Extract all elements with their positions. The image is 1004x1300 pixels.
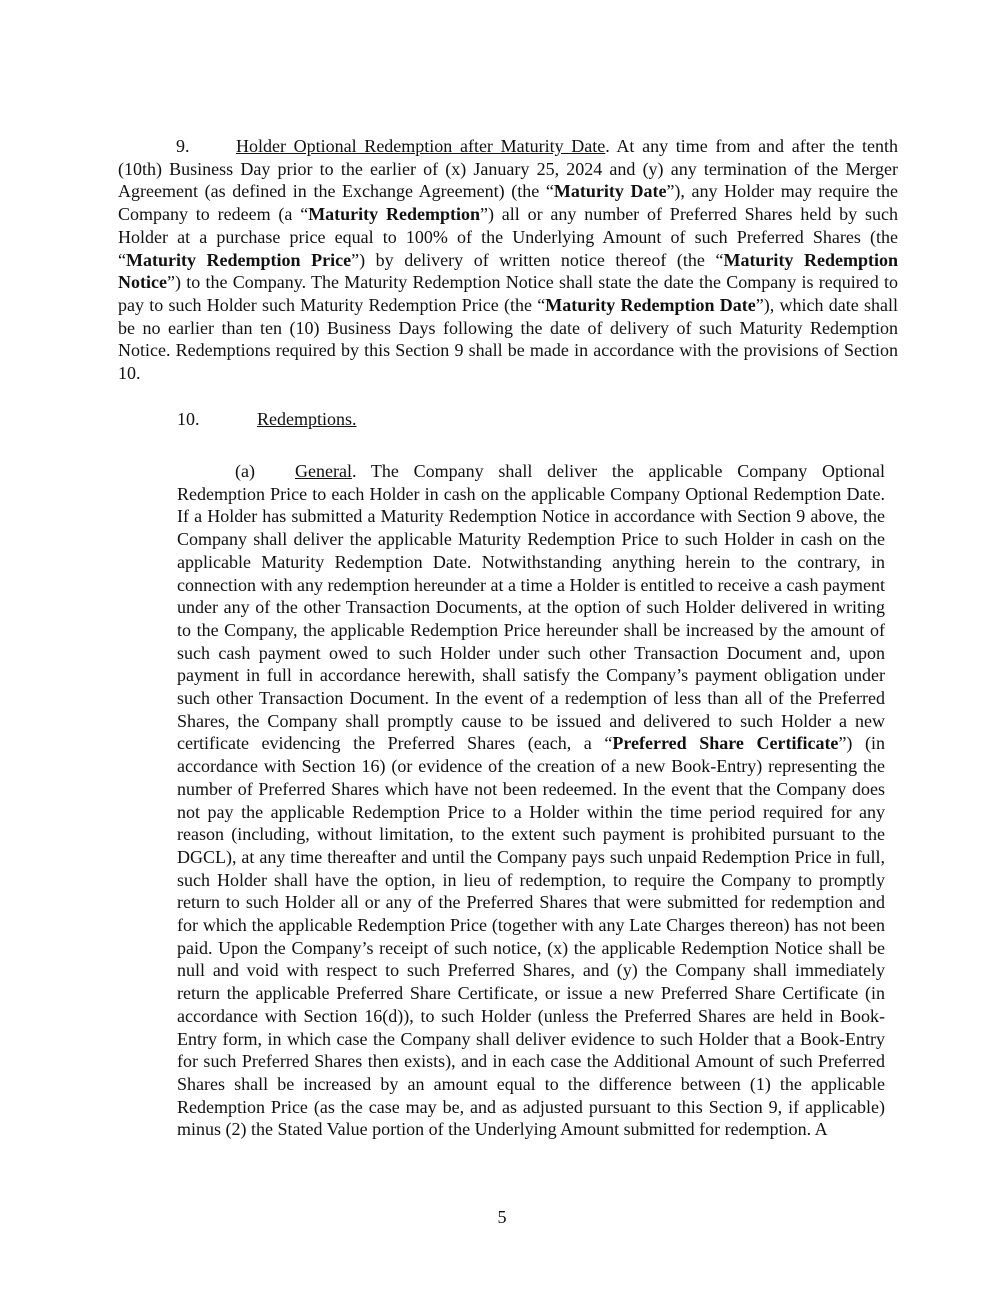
section-9-title: Holder Optional Redemption after Maturity Date xyxy=(236,136,606,156)
section-9-paragraph xyxy=(118,135,898,385)
defined-term: Maturity Redemption Notice xyxy=(118,249,898,293)
section-9-text: ”), any Holder may require the Company to redeem (a “ xyxy=(118,181,898,225)
section-9-text: ”) by delivery of written notice thereof (the “ xyxy=(351,249,724,270)
page-number: 5 xyxy=(497,1207,507,1227)
section-9-text: ”) all or any number of Preferred Shares held by such Holder at a purchase price equal to 100% of the Underlying Amount of such Preferred Shares (the “ xyxy=(118,204,898,270)
section-9-number: 9. xyxy=(176,136,190,156)
section-10-title: Redemptions. xyxy=(257,409,357,429)
defined-term: Maturity Redemption xyxy=(308,204,480,225)
section-10-heading xyxy=(177,408,357,431)
defined-term: Maturity Date xyxy=(553,181,667,202)
section-10-number: 10. xyxy=(177,409,200,429)
subsection-a-paragraph xyxy=(177,460,885,1141)
section-9-text: ”), which date shall be no earlier than ten (10) Business Days following the date of delivery of such Maturity Redemption Notice. Redemptions required by this Section 9 shall be made in accordance with the provisions of Section 10. xyxy=(118,294,899,384)
subsection-a-number: (a) xyxy=(235,461,255,481)
defined-term: Maturity Redemption Price xyxy=(126,249,352,270)
subsection-a-text: ”) (in accordance with Section 16) (or evidence of the creation of a new Book-Entry) representing the number of Preferred Shares which have not been redeemed. In the event that the Company does not pay the applicable Redemption Price to a Holder within the time period required for any reason (including, without limitation, to the extent such payment is prohibited pursuant to the DGCL), at any time thereafter and until the Company pays such unpaid Redemption Price in full, such Holder shall have the option, in lieu of redemption, to require the Company to promptly return to such Holder all or any of the Preferred Shares that were submitted for redemption and for which the applicable Redemption Price (together with any Late Charges thereon) has not been paid. Upon the Company’s receipt of such notice, (x) the applicable Redemption Notice shall be null and void with respect to such Preferred Shares, and (y) the Company shall immediately return the applicable Preferred Share Certificate, or issue a new Preferred Share Certificate (in accordance with Section 16(d)), to such Holder (unless the Preferred Shares are held in Book-Entry form, in which case the Company shall deliver evidence to such Holder that a Book-Entry for such Preferred Shares then exists), and in each case the Additional Amount of such Preferred Shares shall be increased by an amount equal to the difference between (1) the applicable Redemption Price (as the case may be, and as adjusted pursuant to this Section 9, if applicable) minus (2) the Stated Value portion of the Underlying Amount submitted for redemption. A xyxy=(177,733,885,1140)
section-9-text: ”) to the Company. The Maturity Redemption Notice shall state the date the Company is required to pay to such Holder such Maturity Redemption Price (the “ xyxy=(118,272,898,315)
subsection-a-text: . The Company shall deliver the applicable Company Optional Redemption Price to each Holder in cash on the applicable Company Optional Redemption Date. If a Holder has submitted a Maturity Redemption Notice in accordance with Section 9 above, the Company shall deliver the applicable Maturity Redemption Price to such Holder in cash on the applicable Maturity Redemption Date. Notwithstanding anything herein to the contrary, in connection with any redemption hereunder at a time a Holder is entitled to receive a cash payment under any of the other Transaction Documents, at the option of such Holder delivered in writing to the Company, the applicable Redemption Price hereunder shall be increased by the amount of such cash payment owed to such Holder under such other Transaction Document and, upon payment in full in accordance herewith, shall satisfy the Company’s payment obligation under such other Transaction Document. In the event of a redemption of less than all of the Preferred Shares, the Company shall promptly cause to be issued and delivered to such Holder a new certificate evidencing the Preferred Shares (each, a “ xyxy=(177,461,885,754)
subsection-a-title: General xyxy=(295,461,352,481)
section-9-text: . At any time from and after the tenth (10th) Business Day prior to the earlier of (x) January 25, 2024 and (y) any termination of the Merger Agreement (as defined in the Exchange Agreement) (the “ xyxy=(118,136,899,202)
defined-term: Maturity Redemption Date xyxy=(545,294,756,315)
defined-term: Preferred Share Certificate xyxy=(612,733,839,754)
